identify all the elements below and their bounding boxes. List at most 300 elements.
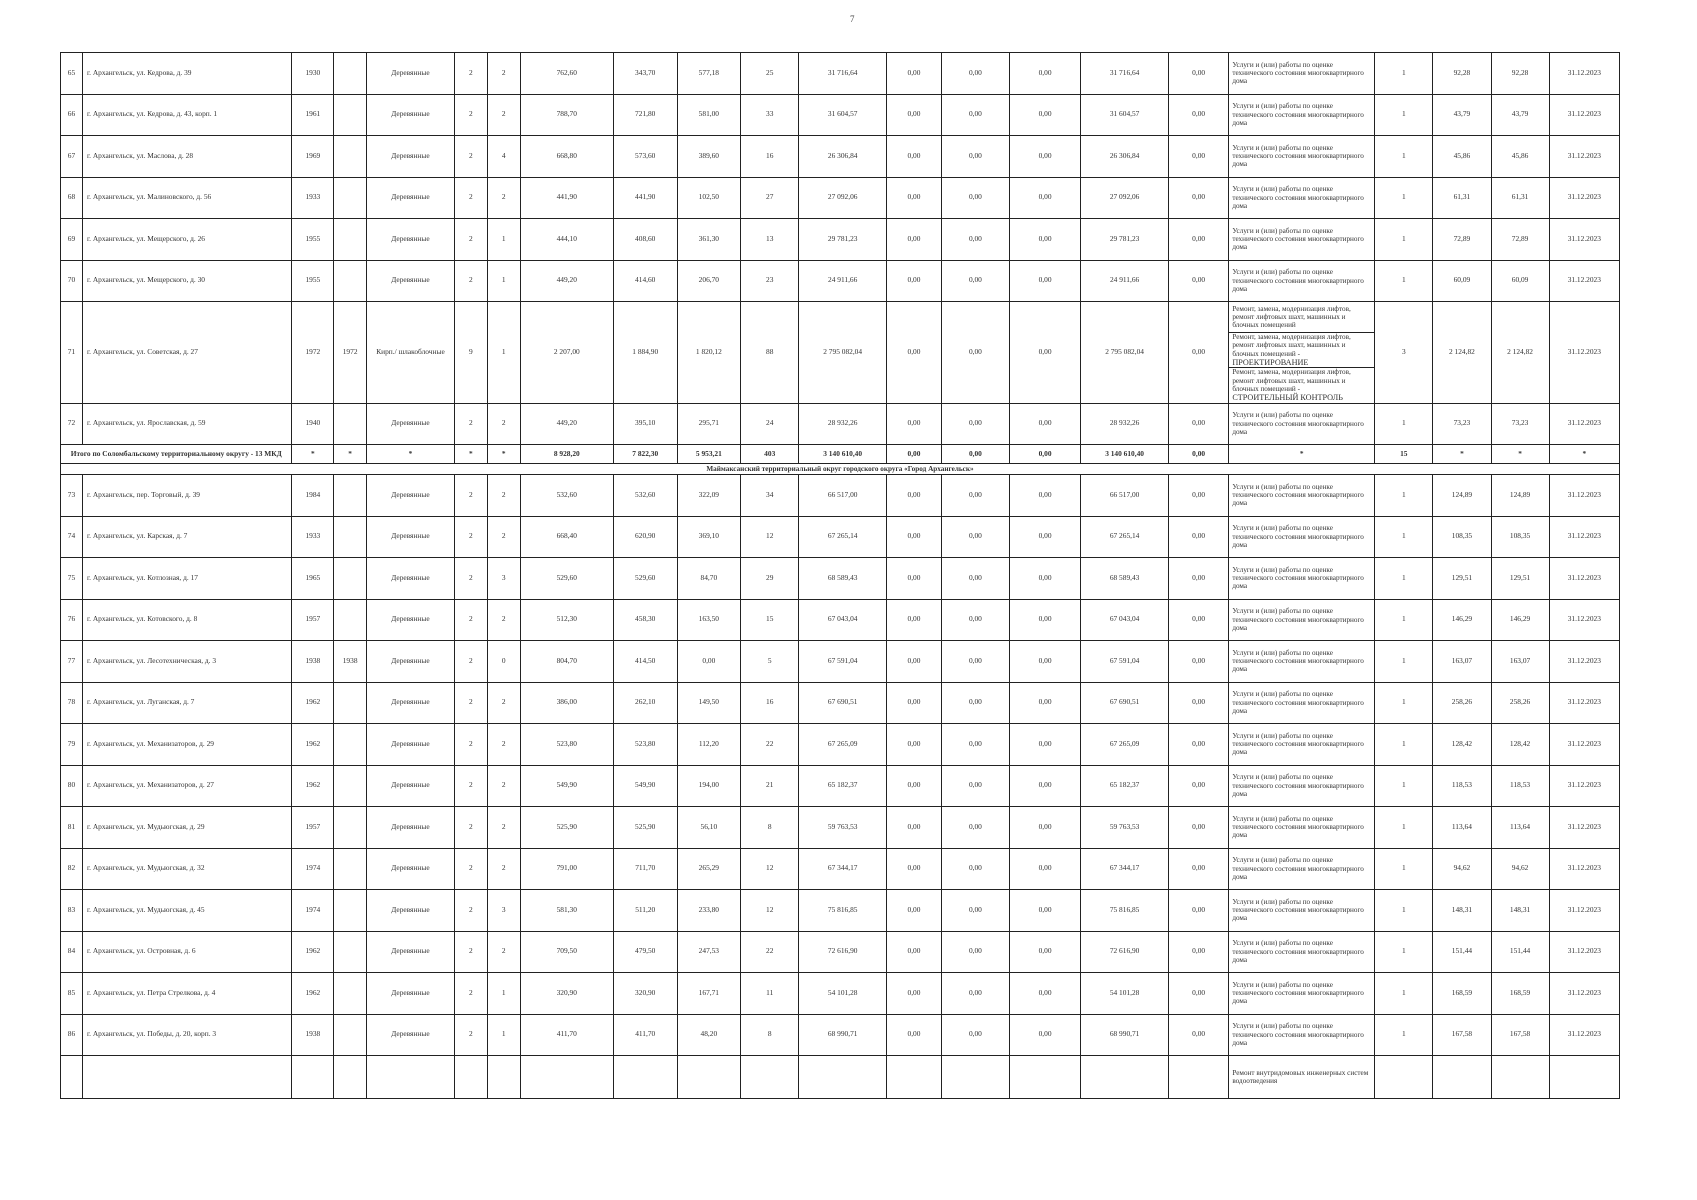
residents-area: 1 820,12 [677, 302, 741, 404]
fund-1: 0,00 [887, 1014, 942, 1056]
total-cost: 54 101,28 [799, 973, 887, 1015]
entrances: 2 [487, 516, 520, 558]
fund-5: 0,00 [1168, 641, 1228, 683]
fund-5: 0,00 [1168, 516, 1228, 558]
table-row [61, 890, 1620, 932]
register-table [60, 52, 1620, 1099]
work-type: Услуги и (или) работы по оценке технического состояния многоквартирного дома [1229, 94, 1375, 136]
completion-date: 31.12.2023 [1549, 848, 1619, 890]
row-number: 84 [61, 931, 83, 973]
residents-count: 15 [741, 599, 799, 641]
fund-1: 0,00 [887, 177, 942, 219]
wall-material: Деревянные [367, 848, 455, 890]
residents-count: 27 [741, 177, 799, 219]
work-count: 1 [1375, 641, 1433, 683]
floors: 2 [454, 931, 487, 973]
owners-funds: 54 101,28 [1081, 973, 1169, 1015]
total-area: 320,90 [520, 973, 613, 1015]
fund-3: 0,00 [1009, 807, 1080, 849]
owners-funds: 67 591,04 [1081, 641, 1169, 683]
row-number: 81 [61, 807, 83, 849]
fund-5: 0,00 [1168, 475, 1228, 517]
fund-5: 0,00 [1168, 931, 1228, 973]
residents-count: 34 [741, 475, 799, 517]
address: г. Архангельск, ул. Луганская, д. 7 [82, 682, 292, 724]
entrances: 1 [487, 302, 520, 404]
fund-2: 0,00 [941, 890, 1009, 932]
work-type: Услуги и (или) работы по оценке технического состояния многоквартирного дома [1229, 890, 1375, 932]
fund-1: 0,00 [887, 848, 942, 890]
work-type: Услуги и (или) работы по оценке технического состояния многоквартирного дома [1229, 1014, 1375, 1056]
residents-count: 22 [741, 724, 799, 766]
fund-5: 0,00 [1168, 302, 1228, 404]
total-cost [799, 1056, 887, 1099]
row-number: 77 [61, 641, 83, 683]
apartments-area: 525,90 [613, 807, 677, 849]
unit-cost-2: 43,79 [1491, 94, 1549, 136]
fund-2: 0,00 [941, 219, 1009, 261]
address: г. Архангельск, ул. Мудьюгская, д. 45 [82, 890, 292, 932]
wall-material: Деревянные [367, 973, 455, 1015]
entrances: 4 [487, 136, 520, 178]
apartments-area: 721,80 [613, 94, 677, 136]
work-type: Услуги и (или) работы по оценке технического состояния многоквартирного дома [1229, 848, 1375, 890]
work-type: Услуги и (или) работы по оценке технического состояния многоквартирного дома [1229, 682, 1375, 724]
unit-cost-1: 2 124,82 [1433, 302, 1491, 404]
row-71-group [61, 302, 1620, 404]
fund-3: 0,00 [1009, 890, 1080, 932]
wall-material: Деревянные [367, 682, 455, 724]
address: г. Архангельск, ул. Мудьюгская, д. 32 [82, 848, 292, 890]
entrances: 2 [487, 177, 520, 219]
work-count: 1 [1375, 682, 1433, 724]
rows-group-b [61, 475, 1620, 1056]
fund-5: 0,00 [1168, 724, 1228, 766]
residents-count: 16 [741, 136, 799, 178]
floors: 2 [454, 682, 487, 724]
fund-3: 0,00 [1009, 765, 1080, 807]
unit-cost-2: 167,58 [1491, 1014, 1549, 1056]
fund-5: 0,00 [1168, 558, 1228, 600]
fund-2: 0,00 [941, 599, 1009, 641]
apartments-area: 414,60 [613, 260, 677, 302]
entrances: 2 [487, 403, 520, 445]
fund-1: 0,00 [887, 136, 942, 178]
fund-3: 0,00 [1009, 260, 1080, 302]
address: г. Архангельск, ул. Лесотехническая, д. 3 [82, 641, 292, 683]
year-commissioned [334, 1014, 367, 1056]
fund-3: 0,00 [1009, 931, 1080, 973]
residents-count: 12 [741, 848, 799, 890]
apartments-area: 711,70 [613, 848, 677, 890]
fund-1: 0,00 [887, 516, 942, 558]
unit-cost-1: 128,42 [1433, 724, 1491, 766]
residents-area: 48,20 [677, 1014, 741, 1056]
apartments-area [613, 1056, 677, 1099]
year-built: 1984 [292, 475, 334, 517]
work-type: Услуги и (или) работы по оценке технического состояния многоквартирного дома [1229, 403, 1375, 445]
apartments-area: 458,30 [613, 599, 677, 641]
fund-3: 0,00 [1009, 973, 1080, 1015]
entrances: 1 [487, 260, 520, 302]
table-row [61, 53, 1620, 95]
unit-cost-2: 151,44 [1491, 931, 1549, 973]
fund-2: 0,00 [941, 931, 1009, 973]
year-commissioned [334, 807, 367, 849]
unit-cost-2: 73,23 [1491, 403, 1549, 445]
fund-3: 0,00 [1009, 475, 1080, 517]
year-commissioned [334, 765, 367, 807]
work-type: Ремонт, замена, модернизация лифтов, ремонт лифтовых шахт, машинных и блочных помещений [1229, 302, 1375, 333]
row-number: 79 [61, 724, 83, 766]
floors: 9 [454, 302, 487, 404]
fund-2: 0,00 [941, 973, 1009, 1015]
year-built: 1972 [292, 302, 334, 404]
year-built: 1955 [292, 260, 334, 302]
residents-area: 581,00 [677, 94, 741, 136]
unit-cost-2: 129,51 [1491, 558, 1549, 600]
region-title: Маймаксанский территориальный округ городского округа «Город Архангельск» [61, 464, 1620, 475]
floors: 2 [454, 807, 487, 849]
total-cost: 67 265,09 [799, 724, 887, 766]
unit-cost-1 [1433, 1056, 1491, 1099]
work-type: Услуги и (или) работы по оценке технического состояния многоквартирного дома [1229, 931, 1375, 973]
address: г. Архангельск, ул. Кедрова, д. 43, корп. 1 [82, 94, 292, 136]
residents-area: 194,00 [677, 765, 741, 807]
entrances: 2 [487, 807, 520, 849]
row-number: 68 [61, 177, 83, 219]
residents-count: 24 [741, 403, 799, 445]
fund-1: 0,00 [887, 599, 942, 641]
row-number: 74 [61, 516, 83, 558]
table-row [61, 807, 1620, 849]
residents-area: 84,70 [677, 558, 741, 600]
completion-date: 31.12.2023 [1549, 890, 1619, 932]
total-cost: 31 604,57 [799, 94, 887, 136]
residents-area: 247,53 [677, 931, 741, 973]
residents-area: 167,71 [677, 973, 741, 1015]
work-count: 1 [1375, 94, 1433, 136]
address: г. Архангельск, ул. Механизаторов, д. 27 [82, 765, 292, 807]
owners-funds: 75 816,85 [1081, 890, 1169, 932]
total-area: 386,00 [520, 682, 613, 724]
owners-funds: 67 344,17 [1081, 848, 1169, 890]
completion-date: 31.12.2023 [1549, 931, 1619, 973]
fund-1: 0,00 [887, 931, 942, 973]
owners-funds [1081, 1056, 1169, 1099]
unit-cost-1: 118,53 [1433, 765, 1491, 807]
residents-count: 12 [741, 890, 799, 932]
work-type: Услуги и (или) работы по оценке технического состояния многоквартирного дома [1229, 641, 1375, 683]
fund-2: 0,00 [941, 136, 1009, 178]
year-commissioned [334, 219, 367, 261]
work-count: 3 [1375, 302, 1433, 404]
year-built: 1933 [292, 516, 334, 558]
total-label: Итого по Соломбальскому территориальному округу - 13 МКД [61, 445, 292, 464]
entrances: 2 [487, 724, 520, 766]
row-number: 72 [61, 403, 83, 445]
year-commissioned [334, 260, 367, 302]
residents-count: 8 [741, 807, 799, 849]
work-count: 1 [1375, 136, 1433, 178]
fund-1: 0,00 [887, 724, 942, 766]
unit-cost-2: 72,89 [1491, 219, 1549, 261]
entrances: 1 [487, 1014, 520, 1056]
fund-1: 0,00 [887, 973, 942, 1015]
total-cost: 68 589,43 [799, 558, 887, 600]
unit-cost-1: 168,59 [1433, 973, 1491, 1015]
fund-2: 0,00 [941, 1014, 1009, 1056]
wall-material: Деревянные [367, 890, 455, 932]
floors: 2 [454, 403, 487, 445]
fund-2: 0,00 [941, 302, 1009, 404]
apartments-area: 523,80 [613, 724, 677, 766]
residents-area: 206,70 [677, 260, 741, 302]
unit-cost-1: 72,89 [1433, 219, 1491, 261]
total-area: 449,20 [520, 403, 613, 445]
apartments-area: 620,90 [613, 516, 677, 558]
unit-cost-2 [1491, 1056, 1549, 1099]
table-row [61, 177, 1620, 219]
floors: 2 [454, 848, 487, 890]
fund-5: 0,00 [1168, 260, 1228, 302]
work-type: Услуги и (или) работы по оценке технического состояния многоквартирного дома [1229, 260, 1375, 302]
residents-area: 295,71 [677, 403, 741, 445]
work-count: 1 [1375, 599, 1433, 641]
work-count: 1 [1375, 765, 1433, 807]
address: г. Архангельск, ул. Кедрова, д. 39 [82, 53, 292, 95]
address: г. Архангельск, ул. Котовского, д. 8 [82, 599, 292, 641]
apartments-area: 262,10 [613, 682, 677, 724]
completion-date: 31.12.2023 [1549, 260, 1619, 302]
row-number: 70 [61, 260, 83, 302]
address: г. Архангельск, ул. Мещерского, д. 26 [82, 219, 292, 261]
total-area: 411,70 [520, 1014, 613, 1056]
address: г. Архангельск, пер. Торговый, д. 39 [82, 475, 292, 517]
fund-2: 0,00 [941, 765, 1009, 807]
work-type: Услуги и (или) работы по оценке технического состояния многоквартирного дома [1229, 599, 1375, 641]
floors: 2 [454, 177, 487, 219]
fund-5: 0,00 [1168, 765, 1228, 807]
address: г. Архангельск, ул. Малиновского, д. 56 [82, 177, 292, 219]
fund-1: 0,00 [887, 475, 942, 517]
fund-2: 0,00 [941, 848, 1009, 890]
completion-date: 31.12.2023 [1549, 724, 1619, 766]
total-star: * [292, 445, 334, 464]
floors: 2 [454, 516, 487, 558]
fund-5: 0,00 [1168, 136, 1228, 178]
address [82, 1056, 292, 1099]
year-built: 1965 [292, 558, 334, 600]
residents-count: 88 [741, 302, 799, 404]
total-residents: 403 [741, 445, 799, 464]
fund-1: 0,00 [887, 807, 942, 849]
floors: 2 [454, 641, 487, 683]
apartments-area: 511,20 [613, 890, 677, 932]
completion-date: 31.12.2023 [1549, 136, 1619, 178]
total-star: * [367, 445, 455, 464]
wall-material: Деревянные [367, 641, 455, 683]
apartments-area: 343,70 [613, 53, 677, 95]
wall-material: Деревянные [367, 177, 455, 219]
fund-5: 0,00 [1168, 682, 1228, 724]
entrances: 2 [487, 848, 520, 890]
row-number: 73 [61, 475, 83, 517]
floors: 2 [454, 475, 487, 517]
fund-5: 0,00 [1168, 94, 1228, 136]
work-count: 1 [1375, 403, 1433, 445]
residents-area: 149,50 [677, 682, 741, 724]
year-built: 1962 [292, 973, 334, 1015]
unit-cost-1: 163,07 [1433, 641, 1491, 683]
total-area: 444,10 [520, 219, 613, 261]
floors: 2 [454, 890, 487, 932]
unit-cost-2: 118,53 [1491, 765, 1549, 807]
fund-3: 0,00 [1009, 641, 1080, 683]
year-commissioned [334, 403, 367, 445]
total-area: 449,20 [520, 260, 613, 302]
unit-cost-1: 124,89 [1433, 475, 1491, 517]
total-cost: 66 517,00 [799, 475, 887, 517]
fund-2: 0,00 [941, 682, 1009, 724]
year-commissioned [334, 682, 367, 724]
fund-3: 0,00 [1009, 302, 1080, 404]
year-commissioned [334, 53, 367, 95]
table-row [61, 641, 1620, 683]
owners-funds: 2 795 082,04 [1081, 302, 1169, 404]
unit-cost-2: 146,29 [1491, 599, 1549, 641]
region-header-row [61, 464, 1620, 475]
residents-area: 265,29 [677, 848, 741, 890]
fund-3: 0,00 [1009, 516, 1080, 558]
total-work: * [1229, 445, 1375, 464]
total-star: * [1433, 445, 1491, 464]
floors: 2 [454, 973, 487, 1015]
row-number: 78 [61, 682, 83, 724]
fund-1: 0,00 [887, 641, 942, 683]
owners-funds: 31 716,64 [1081, 53, 1169, 95]
year-built: 1961 [292, 94, 334, 136]
residents-count: 8 [741, 1014, 799, 1056]
work-count: 1 [1375, 848, 1433, 890]
unit-cost-1: 94,62 [1433, 848, 1491, 890]
year-built: 1962 [292, 931, 334, 973]
row-number [61, 1056, 83, 1099]
total-cost: 3 140 610,40 [799, 445, 887, 464]
wall-material: Деревянные [367, 53, 455, 95]
total-cost: 67 344,17 [799, 848, 887, 890]
total-cost: 68 990,71 [799, 1014, 887, 1056]
table-row-71 [61, 302, 1620, 333]
residents-area: 322,09 [677, 475, 741, 517]
completion-date: 31.12.2023 [1549, 177, 1619, 219]
residents-count: 16 [741, 682, 799, 724]
wall-material: Деревянные [367, 403, 455, 445]
total-area: 512,30 [520, 599, 613, 641]
row-number: 69 [61, 219, 83, 261]
unit-cost-1: 108,35 [1433, 516, 1491, 558]
residents-area: 577,18 [677, 53, 741, 95]
completion-date: 31.12.2023 [1549, 765, 1619, 807]
total-apartments-area: 7 822,30 [613, 445, 677, 464]
year-built: 1930 [292, 53, 334, 95]
wall-material: Деревянные [367, 260, 455, 302]
entrances [487, 1056, 520, 1099]
year-commissioned [334, 931, 367, 973]
year-commissioned [334, 890, 367, 932]
row-number: 82 [61, 848, 83, 890]
fund-2: 0,00 [941, 724, 1009, 766]
unit-cost-1: 167,58 [1433, 1014, 1491, 1056]
residents-area: 56,10 [677, 807, 741, 849]
residents-area: 233,80 [677, 890, 741, 932]
fund-2: 0,00 [941, 558, 1009, 600]
unit-cost-1: 60,09 [1433, 260, 1491, 302]
year-commissioned [334, 848, 367, 890]
table-row [61, 682, 1620, 724]
total-area: 668,80 [520, 136, 613, 178]
residents-area: 361,30 [677, 219, 741, 261]
entrances: 2 [487, 765, 520, 807]
address: г. Архангельск, ул. Мещерского, д. 30 [82, 260, 292, 302]
residents-count: 13 [741, 219, 799, 261]
floors: 2 [454, 53, 487, 95]
work-count: 1 [1375, 219, 1433, 261]
fund-3: 0,00 [1009, 682, 1080, 724]
total-area: 762,60 [520, 53, 613, 95]
fund-5: 0,00 [1168, 1014, 1228, 1056]
table-row [61, 516, 1620, 558]
residents-count: 21 [741, 765, 799, 807]
total-area: 709,50 [520, 931, 613, 973]
total-fund-1: 0,00 [887, 445, 942, 464]
completion-date: 31.12.2023 [1549, 807, 1619, 849]
completion-date [1549, 1056, 1619, 1099]
unit-cost-2: 108,35 [1491, 516, 1549, 558]
year-built: 1969 [292, 136, 334, 178]
entrances: 1 [487, 219, 520, 261]
partial-row-group [61, 1056, 1620, 1099]
completion-date: 31.12.2023 [1549, 219, 1619, 261]
residents-area: 0,00 [677, 641, 741, 683]
total-cost: 26 306,84 [799, 136, 887, 178]
entrances: 2 [487, 94, 520, 136]
address: г. Архангельск, ул. Островная, д. 6 [82, 931, 292, 973]
apartments-area: 479,50 [613, 931, 677, 973]
fund-1: 0,00 [887, 890, 942, 932]
total-cost: 24 911,66 [799, 260, 887, 302]
total-fund-2: 0,00 [941, 445, 1009, 464]
unit-cost-2: 61,31 [1491, 177, 1549, 219]
entrances: 2 [487, 599, 520, 641]
residents-count: 22 [741, 931, 799, 973]
total-star: * [487, 445, 520, 464]
floors: 2 [454, 724, 487, 766]
total-cost: 65 182,37 [799, 765, 887, 807]
work-type: Услуги и (или) работы по оценке технического состояния многоквартирного дома [1229, 516, 1375, 558]
fund-5: 0,00 [1168, 403, 1228, 445]
work-count: 1 [1375, 475, 1433, 517]
work-type [1229, 368, 1375, 403]
total-area: 8 928,20 [520, 445, 613, 464]
total-cost: 75 816,85 [799, 890, 887, 932]
work-type: Услуги и (или) работы по оценке технического состояния многоквартирного дома [1229, 475, 1375, 517]
year-commissioned [334, 558, 367, 600]
total-cost: 59 763,53 [799, 807, 887, 849]
entrances: 2 [487, 931, 520, 973]
total-cost: 31 716,64 [799, 53, 887, 95]
fund-3: 0,00 [1009, 403, 1080, 445]
